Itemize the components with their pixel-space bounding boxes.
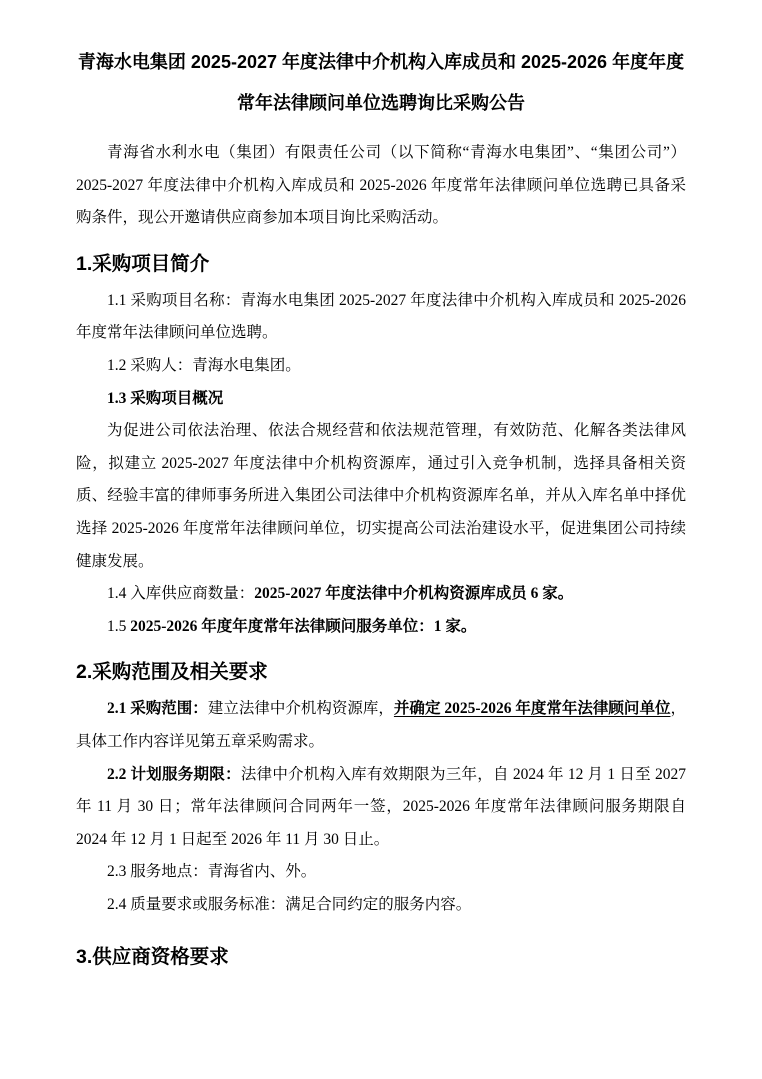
paragraph-2-2 [76,759,686,857]
section-2-heading: 2.采购范围及相关要求 [76,661,268,684]
paragraph-1-4 [76,578,686,611]
paragraph-1-2: 1.2 采购人：青海水电集团。 [107,356,301,374]
paragraph-2-3: 2.3 服务地点：青海省内、外。 [107,863,317,881]
paragraph-2-1-label: 2.1 采购范围： [107,700,208,718]
paragraph-1-3-body: 为促进公司依法治理、依法合规经营和依法规范管理，有效防范、化解各类法律风险，拟建立 2025-2027 年度法律中介机构资源库，通过引入竞争机制，选择具备相关资质、经验丰富的律师事务所进入集团公司法律中介机构资源库名单，并从入库名单中择优选择 2025-2026 年度常年法律顾问单位，切实提高公司法治建设水平，促进集团公司持续健康发展。 [76,422,686,570]
paragraph-1-4-label: 1.4 入库供应商数量： [107,585,255,603]
paragraph-2-1-text-2: ，具体工作内容详见第五章采购需求。 [76,700,686,750]
section-1-heading: 1.采购项目简介 [76,252,210,275]
paragraph-1-5 [76,611,686,644]
paragraph-2-4: 2.4 质量要求或服务标准：满足合同约定的服务内容。 [107,895,472,913]
paragraph-1-5-label: 1.5 [107,617,131,635]
paragraph-2-1-emphasis: 并确定 2025-2026 年度常年法律顾问单位 [393,700,671,718]
paragraph-2-2-label: 2.2 计划服务期限： [107,765,241,783]
paragraph-1-5-value: 2025-2026 年度年度常年法律顾问服务单位：1 家。 [130,617,477,635]
paragraph-2-2-text: 法律中介机构入库有效期限为三年，自 2024 年 12 月 1 日至 2027 年 11 月 30 日；常年法律顾问合同两年一签，2025-2026 年度常年法律顾问服务期限自 2024 年 12 月 1 日起至 2026 年 11 月 30 日止。 [76,765,686,848]
paragraph-1-3-heading: 1.3 采购项目概况 [107,389,224,407]
intro-paragraph: 青海省水利水电（集团）有限责任公司（以下简称“青海水电集团”、“集团公司”）2025-2027 年度法律中介机构入库成员和 2025-2026 年度常年法律顾问单位选聘已具备采购条件，现公开邀请供应商参加本项目询比采购活动。 [76,144,686,227]
paragraph-2-1 [76,693,686,758]
document-title-line-1: 青海水电集团 2025-2027 年度法律中介机构入库成员和 2025-2026 年度年度 [77,52,685,72]
paragraph-1-1: 1.1 采购项目名称：青海水电集团 2025-2027 年度法律中介机构入库成员和 2025-2026 年度常年法律顾问单位选聘。 [76,291,686,342]
document-title-line-2: 常年法律顾问单位选聘询比采购公告 [237,93,525,113]
section-3-heading: 3.供应商资格要求 [76,946,229,969]
paragraph-1-4-value: 2025-2027 年度法律中介机构资源库成员 6 家。 [254,585,574,603]
paragraph-2-1-text: 建立法律中介机构资源库， [207,700,394,718]
document-title [76,42,686,124]
